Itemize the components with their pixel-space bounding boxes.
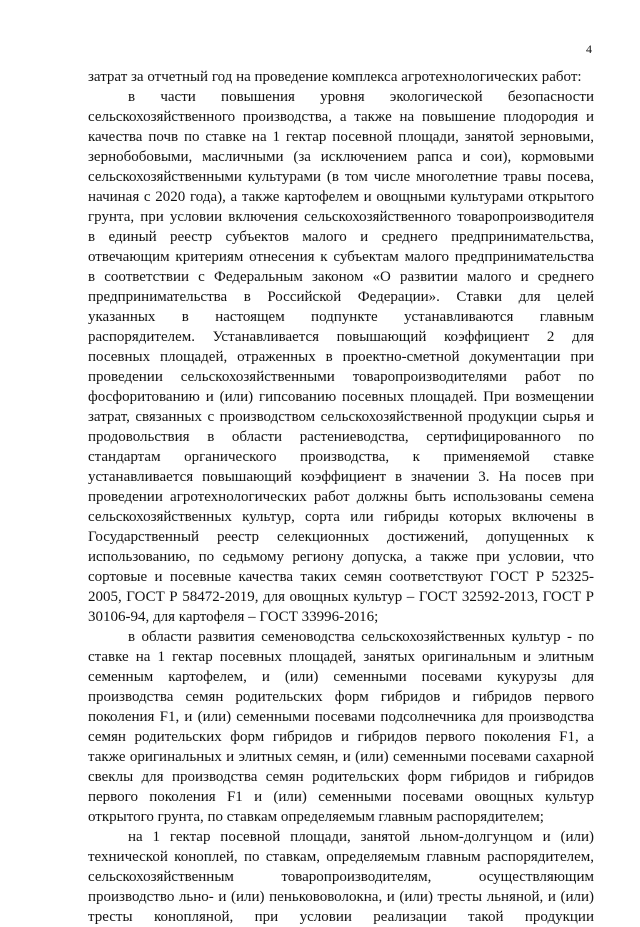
text-line: затрат, связанных с производством сельскохозяйственной продукции сырья и: [88, 409, 594, 425]
text-line: посевных площадей, отраженных в проектно-сметной документации при: [88, 349, 594, 365]
text-line: в соответствии с Федеральным законом «О развитии малого и среднего: [88, 269, 594, 285]
text-line: семенным картофелем, и (или) семенными посевами кукурузы для: [88, 669, 594, 685]
text-line: отвечающим критериям отнесения к субъектам малого предпринимательства: [88, 249, 594, 265]
text-line: указанных в настоящем подпункте устанавливаются главным: [88, 309, 594, 325]
text-line: сельскохозяйственным товаропроизводителям, осуществляющим: [88, 869, 594, 885]
text-line: 30106-94, для картофеля – ГОСТ 33996-2016;: [88, 609, 379, 625]
text-line: производство льно- и (или) пенькововолокна, и (или) тресты льняной, и (или): [88, 889, 594, 905]
text-line: использованию, по седьмому региону допуска, а также при условии, что: [88, 549, 594, 565]
page-number: 4: [586, 42, 592, 56]
text-line: первого поколения F1 и (или) семенными посевами овощных культур: [88, 789, 594, 805]
text-line: Государственный реестр селекционных достижений, допущенных к: [88, 529, 594, 545]
text-line: семян родительских форм гибридов и гибридов первого поколения F1, а: [88, 729, 594, 745]
text-line: начиная с 2020 года), а также картофелем и овощными культурами открытого: [88, 189, 594, 205]
text-line: в части повышения уровня экологической безопасности: [128, 89, 594, 105]
text-line: устанавливается повышающий коэффициент в значении 3. На посев при: [88, 469, 594, 485]
text-line: тресты конопляной, при условии реализации такой продукции: [88, 909, 594, 925]
text-line: производства семян родительских форм гибридов и гибридов первого: [88, 689, 594, 705]
text-line: на 1 гектар посевной площади, занятой льном-долгунцом и (или): [128, 829, 594, 845]
text-line: распорядителем. Устанавливается повышающий коэффициент 2 для: [88, 329, 594, 345]
text-line: сельскохозяйственными культурами (в том числе многолетние травы посева,: [88, 169, 594, 185]
text-line: затрат за отчетный год на проведение комплекса агротехнологических работ:: [88, 69, 582, 85]
text-line: проведении сельскохозяйственными товаропроизводителями работ по: [88, 369, 594, 385]
text-line: свеклы для производства семян родительских форм гибридов и гибридов: [88, 769, 594, 785]
text-line: фосфоритованию и (или) гипсованию посевных площадей. При возмещении: [88, 389, 594, 405]
text-line: в единый реестр субъектов малого и среднего предпринимательства,: [88, 229, 594, 245]
text-line: в области развития семеноводства сельскохозяйственных культур - по: [128, 629, 594, 645]
text-line: 2005, ГОСТ Р 58472-2019, для овощных культур – ГОСТ 32592-2013, ГОСТ Р: [88, 589, 594, 605]
text-line: открытого грунта, по ставкам определяемым главным распорядителем;: [88, 809, 544, 825]
text-line: ставке на 1 гектар посевных площадей, занятых оригинальным и элитным: [88, 649, 594, 665]
text-line: зернобобовыми, масличными (за исключением рапса и сои), кормовыми: [88, 149, 594, 165]
text-line: стандартам органического производства, к применяемой ставке: [88, 449, 594, 465]
text-line: также оригинальных и элитных семян, и (или) семенными посевами сахарной: [88, 749, 594, 765]
text-line: сельскохозяйственного производства, а также на повышение плодородия и: [88, 109, 594, 125]
text-line: грунта, при условии включения сельскохозяйственного товаропроизводителя: [88, 209, 594, 225]
text-line: технической коноплей, по ставкам, определяемым главным распорядителем,: [88, 849, 594, 865]
text-line: поколения F1, и (или) семенными посевами подсолнечника для производства: [88, 709, 594, 725]
document-body: [88, 67, 594, 927]
text-line: продовольствия в области растениеводства, сертифицированного по: [88, 429, 594, 445]
text-line: предпринимательства в Российской Федерации». Ставки для целей: [88, 289, 594, 305]
text-line: сельскохозяйственных культур, сорта или гибриды которых включены в: [88, 509, 594, 525]
text-line: сортовые и посевные качества таких семян соответствуют ГОСТ Р 52325-: [88, 569, 594, 585]
text-line: качества почв по ставке на 1 гектар посевной площади, занятой зерновыми,: [88, 129, 594, 145]
text-line: проведении агротехнологических работ должны быть использованы семена: [88, 489, 594, 505]
